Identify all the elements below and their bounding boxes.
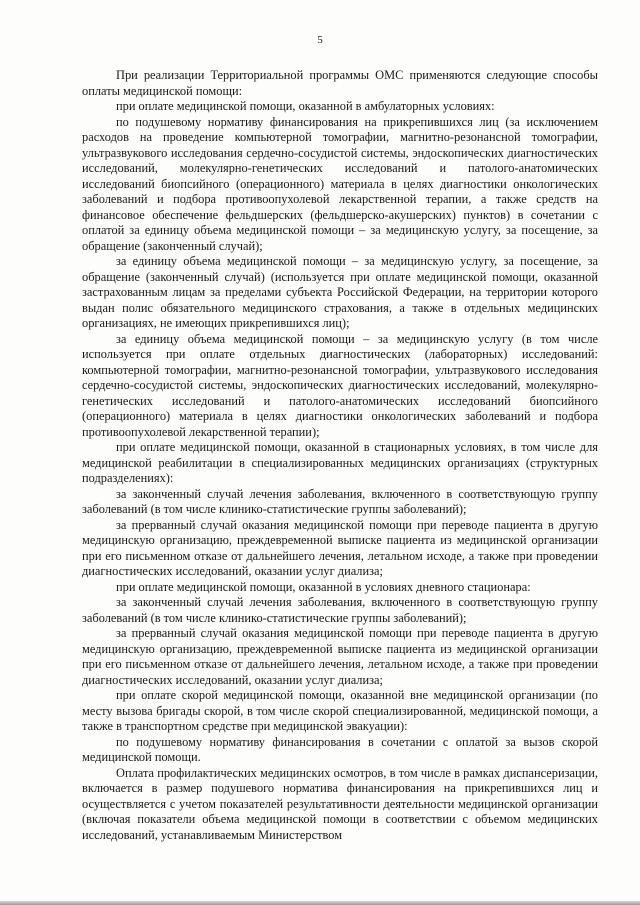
- document-body: [82, 68, 598, 843]
- paragraph-unit-volume-visit: за единицу объема медицинской помощи – за медицинскую услугу, за посещение, за обращение (законченный случай) (используется при оплате медицинской помощи, оказанной застрахованным лицам за пределами субъекта Российской Федерации, на территории которого выдан полис обязательного медицинского страхования, а также в отдельных медицинских организациях, не имеющих прикрепившихся лиц);: [82, 254, 598, 330]
- paragraph-preventive-exams: Оплата профилактических медицинских осмотров, в том числе в рамках диспансеризации, включается в размер подушевого норматива финансирования на прикрепившихся лиц и осуществляется с учетом показателей результативности деятельности медицинской организации (включая показатели объема медицинской помощи в соответствии с объемом медицинских исследований, устанавливаемым Министерством: [82, 765, 598, 842]
- paragraph-day-hospital-heading: при оплате медицинской помощи, оказанной в условиях дневного стационара:: [116, 579, 531, 594]
- page-number: 5: [317, 34, 323, 46]
- paragraph-day-hospital-completed-case: за законченный случай лечения заболевания, включенного в соответствующую группу заболеваний (в том числе клинико-статистические группы заболеваний);: [82, 595, 598, 625]
- paragraph-inpatient-interrupted-case: за прерванный случай оказания медицинской помощи при переводе пациента в другую медицинскую организацию, преждевременной выписке пациента из медицинской организации при его письменном отказе от дальнейшего лечения, летальном исходе, а также при проведении диагностических исследований, оказании услуг диализа;: [82, 517, 598, 578]
- paragraph-unit-volume-service: за единицу объема медицинской помощи – за медицинскую услугу (в том числе используется при оплате отдельных диагностических (лабораторных) исследований: компьютерной томографии, магнитно-резонансной томографии, ультразвукового исследования сердечно-сосудистой системы, эндоскопических диагностических исследований, молекулярно-генетических исследований и патолого-анатомических исследований биопсийного (операционного) материала в целях диагностики онкологических заболеваний и подбора противоопухолевой лекарственной терапии);: [82, 331, 598, 439]
- paragraph-inpatient-completed-case: за законченный случай лечения заболевания, включенного в соответствующую группу заболеваний (в том числе клинико-статистические группы заболеваний);: [82, 486, 598, 516]
- paragraph-inpatient-heading: при оплате медицинской помощи, оказанной в стационарных условиях, в том числе для медицинской реабилитации в специализированных медицинских организациях (структурных подразделениях):: [82, 440, 598, 485]
- paragraph-per-capita-ambulatory: по подушевому нормативу финансирования на прикрепившихся лиц (за исключением расходов на проведение компьютерной томографии, магнитно-резонансной томографии, ультразвукового исследования сердечно-сосудистой системы, эндоскопических диагностических исследований, молекулярно-генетических исследований и патолого-анатомических исследований биопсийного (операционного) материала в целях диагностики онкологических заболеваний и подбора противоопухолевой лекарственной терапии, а также средств на финансовое обеспечение фельдшерских (фельдшерско-акушерских) пунктов) в сочетании с оплатой за единицу объема медицинской помощи – за медицинскую услугу, за посещение, за обращение (законченный случай);: [82, 114, 598, 253]
- paragraph-ambulatory-heading: при оплате медицинской помощи, оказанной в амбулаторных условиях:: [116, 99, 495, 113]
- paragraph-emergency-per-capita: по подушевому нормативу финансирования в сочетании с оплатой за вызов скорой медицинской помощи.: [82, 734, 598, 764]
- paragraph-day-hospital-interrupted-case: за прерванный случай оказания медицинской помощи при переводе пациента в другую медицинскую организацию, преждевременной выписке пациента из медицинской организации при его письменном отказе от дальнейшего лечения, летальном исходе, а также при проведении диагностических исследований, оказании услуг диализа;: [82, 626, 598, 687]
- paragraph-intro: При реализации Территориальной программы ОМС применяются следующие способы оплаты медицинской помощи:: [82, 68, 598, 98]
- paragraph-emergency-heading: при оплате скорой медицинской помощи, оказанной вне медицинской организации (по месту вызова бригады скорой, в том числе скорой специализированной, медицинской помощи, а также в транспортном средстве при медицинской эвакуации):: [82, 688, 598, 733]
- scan-bottom-edge: [0, 901, 640, 905]
